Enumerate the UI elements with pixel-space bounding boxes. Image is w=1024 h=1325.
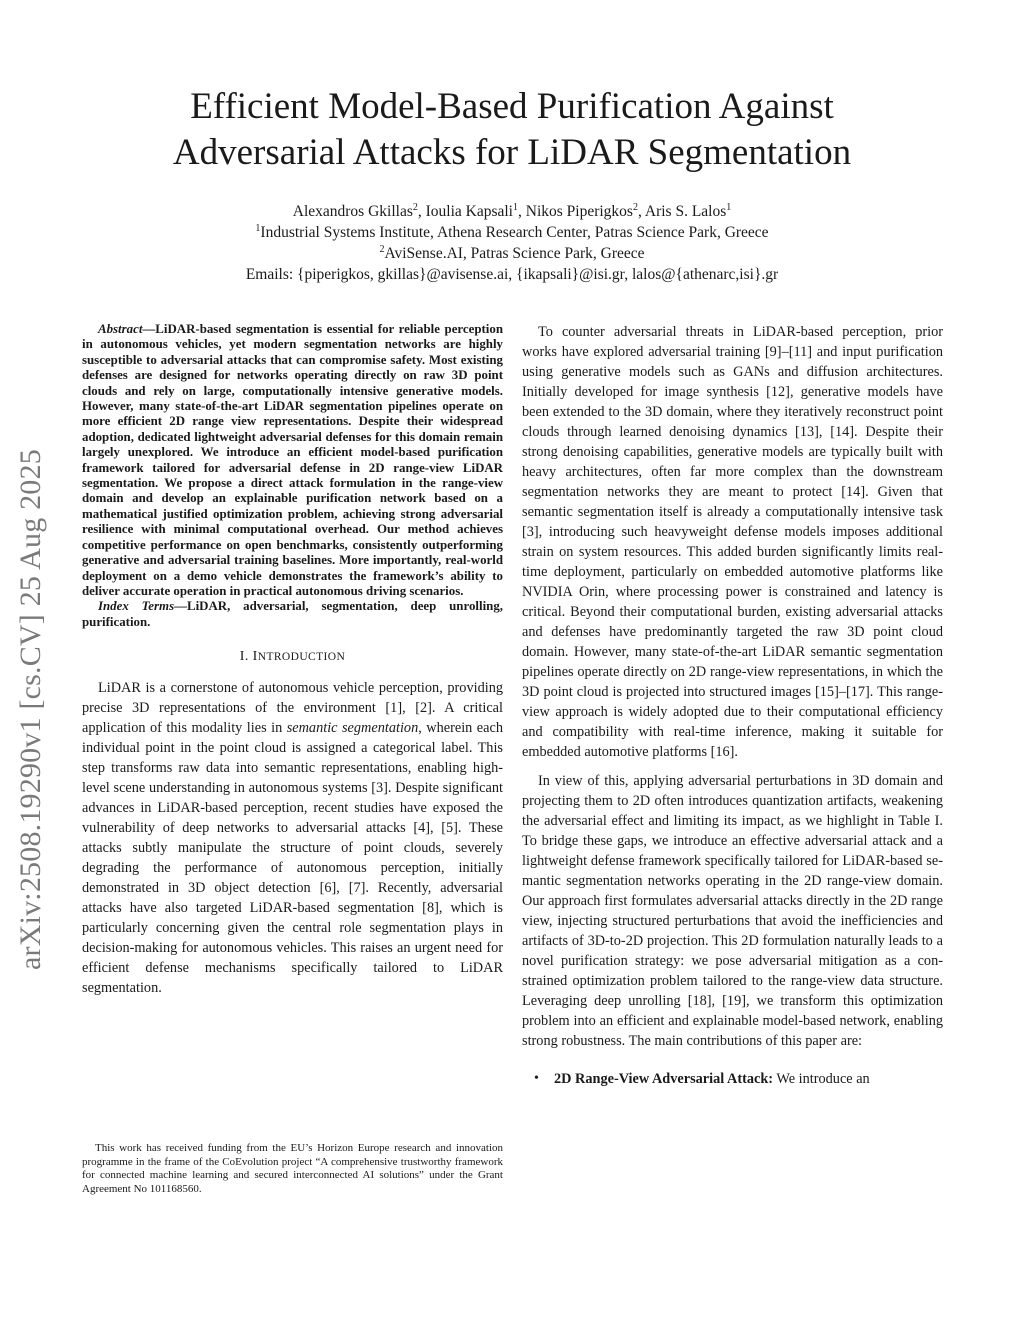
abstract-label: Abstract bbox=[98, 322, 143, 336]
left-column bbox=[82, 322, 503, 998]
paper-title bbox=[80, 84, 944, 176]
right-column bbox=[522, 322, 943, 1089]
author-name: Ioulia Kapsali bbox=[425, 203, 513, 220]
section-title-rest: NTRODUCTION bbox=[257, 651, 346, 664]
bullet-dot-icon: • bbox=[534, 1071, 539, 1086]
author-affiliation-mark: 2 bbox=[632, 202, 638, 213]
affiliation-mark: 2 bbox=[379, 244, 385, 255]
abstract bbox=[82, 322, 503, 599]
author-name: Aris S. Lalos bbox=[644, 203, 727, 220]
affiliation-2 bbox=[80, 243, 944, 264]
intro-text-2: , wherein each individual point in the point cloud is assigned a categorical label. This step transforms raw data into semantic representations, enabling high-level scene understanding in autonomous systems [3]. Despite significant advances in LiDAR-based perception, recent studies have exposed the vulnerability of deep networks to adversarial attacks [4], [5]. These attacks subtly manipulate the structure of point clouds, severely degrading the performance of autonomous perception, initially demonstrated in 3D object detection [6], [7]. Recently, adversarial attacks have also targeted LiDAR-based segmentation [8], which is particularly concerning given the central role segmentation plays in decision-making for autonomous vehicles. This raises an urgent need for efficient defense mechanisms specifically tailored to LiDAR segmentation. bbox=[82, 720, 503, 997]
index-terms bbox=[82, 599, 503, 630]
title-line-1: Efficient Model-Based Purification Against bbox=[190, 86, 834, 127]
intro-paragraph bbox=[82, 678, 503, 998]
affiliation-text: Industrial Systems Institute, Athena Research Center, Patras Science Park, Greece bbox=[260, 224, 769, 241]
intro-text-1: LiDAR is a cornerstone of autonomous vehicle perception, providing precise 3D representations of the environment [1], [2]. A critical application of this modality lies in bbox=[82, 680, 503, 737]
arxiv-identifier: arXiv:2508.19290v1 [cs.CV] 25 Aug 2025 bbox=[14, 449, 47, 970]
contribution-bullet bbox=[522, 1069, 943, 1089]
section-heading-introduction bbox=[82, 647, 503, 667]
section-first-letter: I bbox=[252, 649, 258, 665]
emails-line: Emails: {piperigkos, gkillas}@avisense.ai, {ikapsali}@isi.gr, lalos@{athenarc,isi}.gr bbox=[245, 266, 779, 283]
bullet-text: We introduce an bbox=[773, 1071, 870, 1087]
affiliation-mark: 1 bbox=[255, 223, 261, 234]
affiliation-text: AviSense.AI, Patras Science Park, Greece bbox=[384, 245, 645, 262]
index-terms-text: —LiDAR, adversarial, segmentation, deep unrolling, purification. bbox=[82, 599, 503, 629]
author-list: Alexandros Gkillas$^2$, Ioulia Kapsali$^1$, Nikos Piperigkos$^2$, Aris S. Lalos$^1$ bbox=[292, 202, 732, 220]
title-line-2: Adversarial Attacks for LiDAR Segmentation bbox=[172, 132, 852, 173]
funding-footnote: This work has received funding from the EU’s Horizon Europe research and innovation programme in the frame of the CoEvolution project “A comprehensive trustworthy framework for connected machine learning and secured interconnected AI solutions” under the Grant Agreement No 101168560. bbox=[82, 1142, 503, 1195]
author-name: Nikos Piperigkos bbox=[525, 203, 633, 220]
intro-emphasis: semantic segmentation bbox=[286, 720, 419, 737]
author-name: Alexandros Gkillas bbox=[292, 203, 413, 220]
abstract-text: —LiDAR-based segmentation is essential for reliable perception in autonomous vehicles, yet modern segmentation networks are highly susceptible to adversarial attacks that can compromise safety. Most existing defenses are designed for networks operating directly on raw 3D point clouds and rely on large, computationally intensive generative models. However, many state-of-the-art LiDAR segmentation pipelines operate on more efficient 2D range view representations. Despite their widespread adoption, dedicated lightweight adversarial defenses for this domain remain largely unexplored. We introduce an efficient model-based purification framework tailored for adversarial defense in 2D range-view LiDAR segmentation. We propose a direct attack formulation in the range-view domain and develop an explainable purification network based on a mathematical justified optimization problem, achieving strong adversarial resilience with minimal computational overhead. Our method achieves competitive performance on open benchmarks, consistently outperforming generative and adversarial training baselines. More importantly, real-world deployment on a demo vehicle demonstrates the framework’s ability to deliver accurate operation in practical autonomous driving scenarios. bbox=[82, 322, 503, 598]
index-terms-label: Index Terms bbox=[98, 599, 175, 614]
author-affiliation-mark: 1 bbox=[513, 202, 518, 213]
author-affiliation-mark: 2 bbox=[412, 202, 418, 213]
affiliation-1 bbox=[80, 222, 944, 243]
author-affiliation-mark: 1 bbox=[726, 202, 732, 213]
right-paragraph-2: In view of this, applying adversarial perturbations in 3D domain and projecting them to 2D often introduces quantization artifacts, weakening the adversarial effect and limiting its impact, as we highlight in Table I. To bridge these gaps, we introduce an effective adversarial attack and a lightweight defense framework specifically tailored for LiDAR-based semantic segmentation networks operating in the 2D range-view domain. Our approach first formulates adversarial attacks directly in the 2D range view, injecting structured perturbations that avoid the inefficiencies and artifacts of 3D-to-2D projection. This 2D formulation naturally leads to a novel purification strategy: we pose adversarial mitigation as a constrained optimization problem tailored to the range-view data structure. Leveraging deep unrolling [18], [19], we transform this optimization problem into an efficient and explainable model-based network, enabling strong robustness. The main contributions of this paper are: bbox=[522, 773, 943, 1049]
right-paragraph-1: To counter adversarial threats in LiDAR-based perception, prior works have explored adversarial training [9]–[11] and input purification using generative models such as GANs and diffusion architectures. Initially developed for image synthesis [12], generative models have been extended to the 3D domain, where they iteratively reconstruct point clouds through learned denoising dynamics [13], [14]. Despite their strong denoising capabilities, generative models are typically built with heavy architectures, often far more complex than the downstream segmentation networks they are meant to protect [14]. Given that semantic segmentation itself is already a computationally intensive task [3], introducing such heavyweight defense models imposes additional strain on system resources. This added burden significantly limits real-time deployment, particularly on embedded automotive platforms like NVIDIA Orin, where processing power is constrained and latency is critical. Beyond their computational burden, existing adversarial attacks and defenses have predominantly targeted the raw 3D point cloud domain. However, many state-of-the-art LiDAR semantic segmentation pipelines operate directly on 2D range-view representations, in which the 3D point cloud is projected into structured images [15]–[17]. This range-view approach is widely adopted due to their computational efficiency and compatibility with real-time inference, making it suitable for embedded automotive platforms [16]. bbox=[522, 324, 943, 760]
bullet-heading: 2D Range-View Adversarial Attack: bbox=[554, 1071, 774, 1087]
section-number: I. bbox=[239, 649, 253, 665]
author-block bbox=[80, 201, 944, 285]
